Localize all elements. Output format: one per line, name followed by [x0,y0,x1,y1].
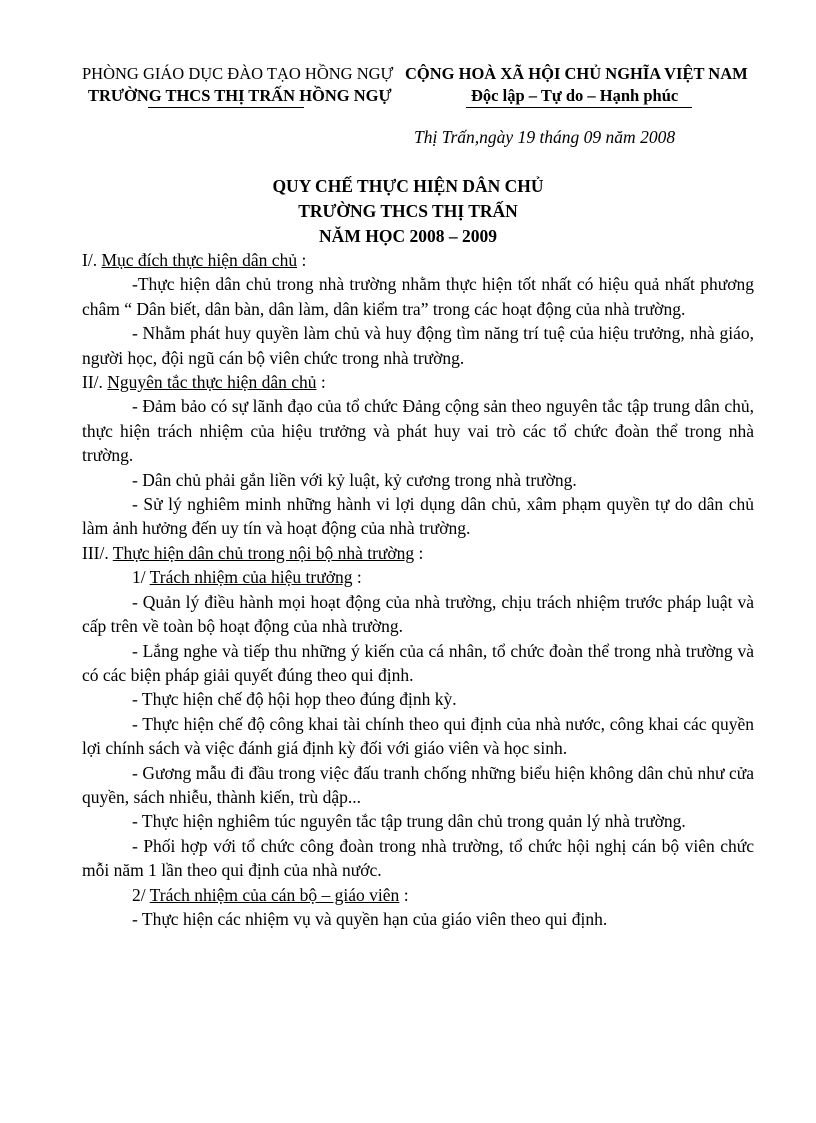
national-motto: Độc lập – Tự do – Hạnh phúc [471,86,679,105]
paragraph: - Quản lý điều hành mọi hoạt động của nhà trường, chịu trách nhiệm trước pháp luật và cấp trên về toàn bộ hoạt động của nhà trường. [82,591,754,637]
paragraph: - Dân chủ phải gắn liền với kỷ luật, kỷ cương trong nhà trường. [132,469,577,490]
subsection-number: 1/ [132,567,150,588]
document-body [82,248,754,931]
document-title-line1: QUY CHẾ THỰC HIỆN DÂN CHỦ [272,176,544,196]
paragraph: - Gương mẫu đi đầu trong việc đấu tranh chống những biểu hiện không dân chủ như cửa quyền, sách nhiễu, thành kiến, trù dập... [82,762,754,807]
section-heading [82,541,754,565]
document-header [0,60,816,120]
section-colon: : [414,542,424,563]
school-name: TRƯỜNG THCS THỊ TRẤN HỒNG NGỰ [88,86,392,105]
school-name-rule [148,107,304,108]
paragraph: - Nhằm phát huy quyền làm chủ và huy động tìm năng trí tuệ của hiệu trưởng, nhà giáo, người học, đội ngũ cán bộ viên chức trong nhà trường. [82,323,754,368]
subsection-heading [82,883,754,907]
paragraph: - Phối hợp với tổ chức công đoàn trong nhà trường, tổ chức hội nghị cán bộ viên chức mỗi năm 1 lần theo qui định của nhà nước. [82,835,754,881]
national-title: CỘNG HOÀ XÃ HỘI CHỦ NGHĨA VIỆT NAM [405,64,748,83]
paragraph: -Thực hiện dân chủ trong nhà trường nhằm thực hiện tốt nhất có hiệu quả nhất phương châm “ Dân biết, dân bàn, dân làm, dân kiểm tra” trong các hoạt động của nhà trường. [82,274,754,319]
motto-rule [466,107,692,108]
section-heading [82,370,754,394]
paragraph: - Sử lý nghiêm minh những hành vi lợi dụng dân chủ, xâm phạm quyền tự do dân chủ làm ảnh hưởng đến uy tín và hoạt động của nhà trường. [82,494,754,539]
subsection-colon: : [399,884,409,905]
section-colon: : [297,250,307,270]
paragraph: - Thực hiện chế độ hội họp theo đúng định kỳ. [132,689,457,710]
section-title: Mục đích thực hiện dân chủ [101,250,298,270]
paragraph: - Thực hiện các nhiệm vụ và quyền hạn của giáo viên theo qui định. [132,908,608,929]
paragraph: - Thực hiện nghiêm túc nguyên tắc tập trung dân chủ trong quản lý nhà trường. [132,811,686,832]
section-number: III/. [82,542,113,563]
paragraph: - Thực hiện chế độ công khai tài chính theo qui định của nhà nước, công khai các quyền lợi chính sách và việc đánh giá định kỳ đối với giáo viên và học sinh. [82,713,754,759]
section-heading [82,248,754,272]
department-name: PHÒNG GIÁO DỤC ĐÀO TẠO HỒNG NGỰ [82,64,394,83]
subsection-number: 2/ [132,884,150,905]
document-title-line3: NĂM HỌC 2008 – 2009 [319,226,497,246]
subsection-heading [82,565,754,589]
subsection-title: Trách nhiệm của cán bộ – giáo viên [149,884,400,905]
subsection-colon: : [352,567,362,588]
paragraph: - Đảm bảo có sự lãnh đạo của tổ chức Đảng cộng sản theo nguyên tắc tập trung dân chủ, thực hiện trách nhiệm của hiệu trưởng và phát huy vai trò các tổ chức đoàn thể trong nhà trường. [82,396,754,466]
section-title: Nguyên tắc thực hiện dân chủ [107,372,317,393]
section-number: I/. [82,250,102,270]
subsection-title: Trách nhiệm của hiệu trưởng [149,567,353,588]
document-date: Thị Trấn,ngày 19 tháng 09 năm 2008 [414,127,676,147]
section-colon: : [316,372,326,393]
section-title: Thực hiện dân chủ trong nội bộ nhà trường [112,542,415,563]
paragraph: - Lắng nghe và tiếp thu những ý kiến của cá nhân, tổ chức đoàn thể trong nhà trường và có các biện pháp giải quyết đúng theo qui định. [82,640,754,685]
document-title-line2: TRƯỜNG THCS THỊ TRẤN [298,201,518,221]
section-number: II/. [82,372,108,393]
